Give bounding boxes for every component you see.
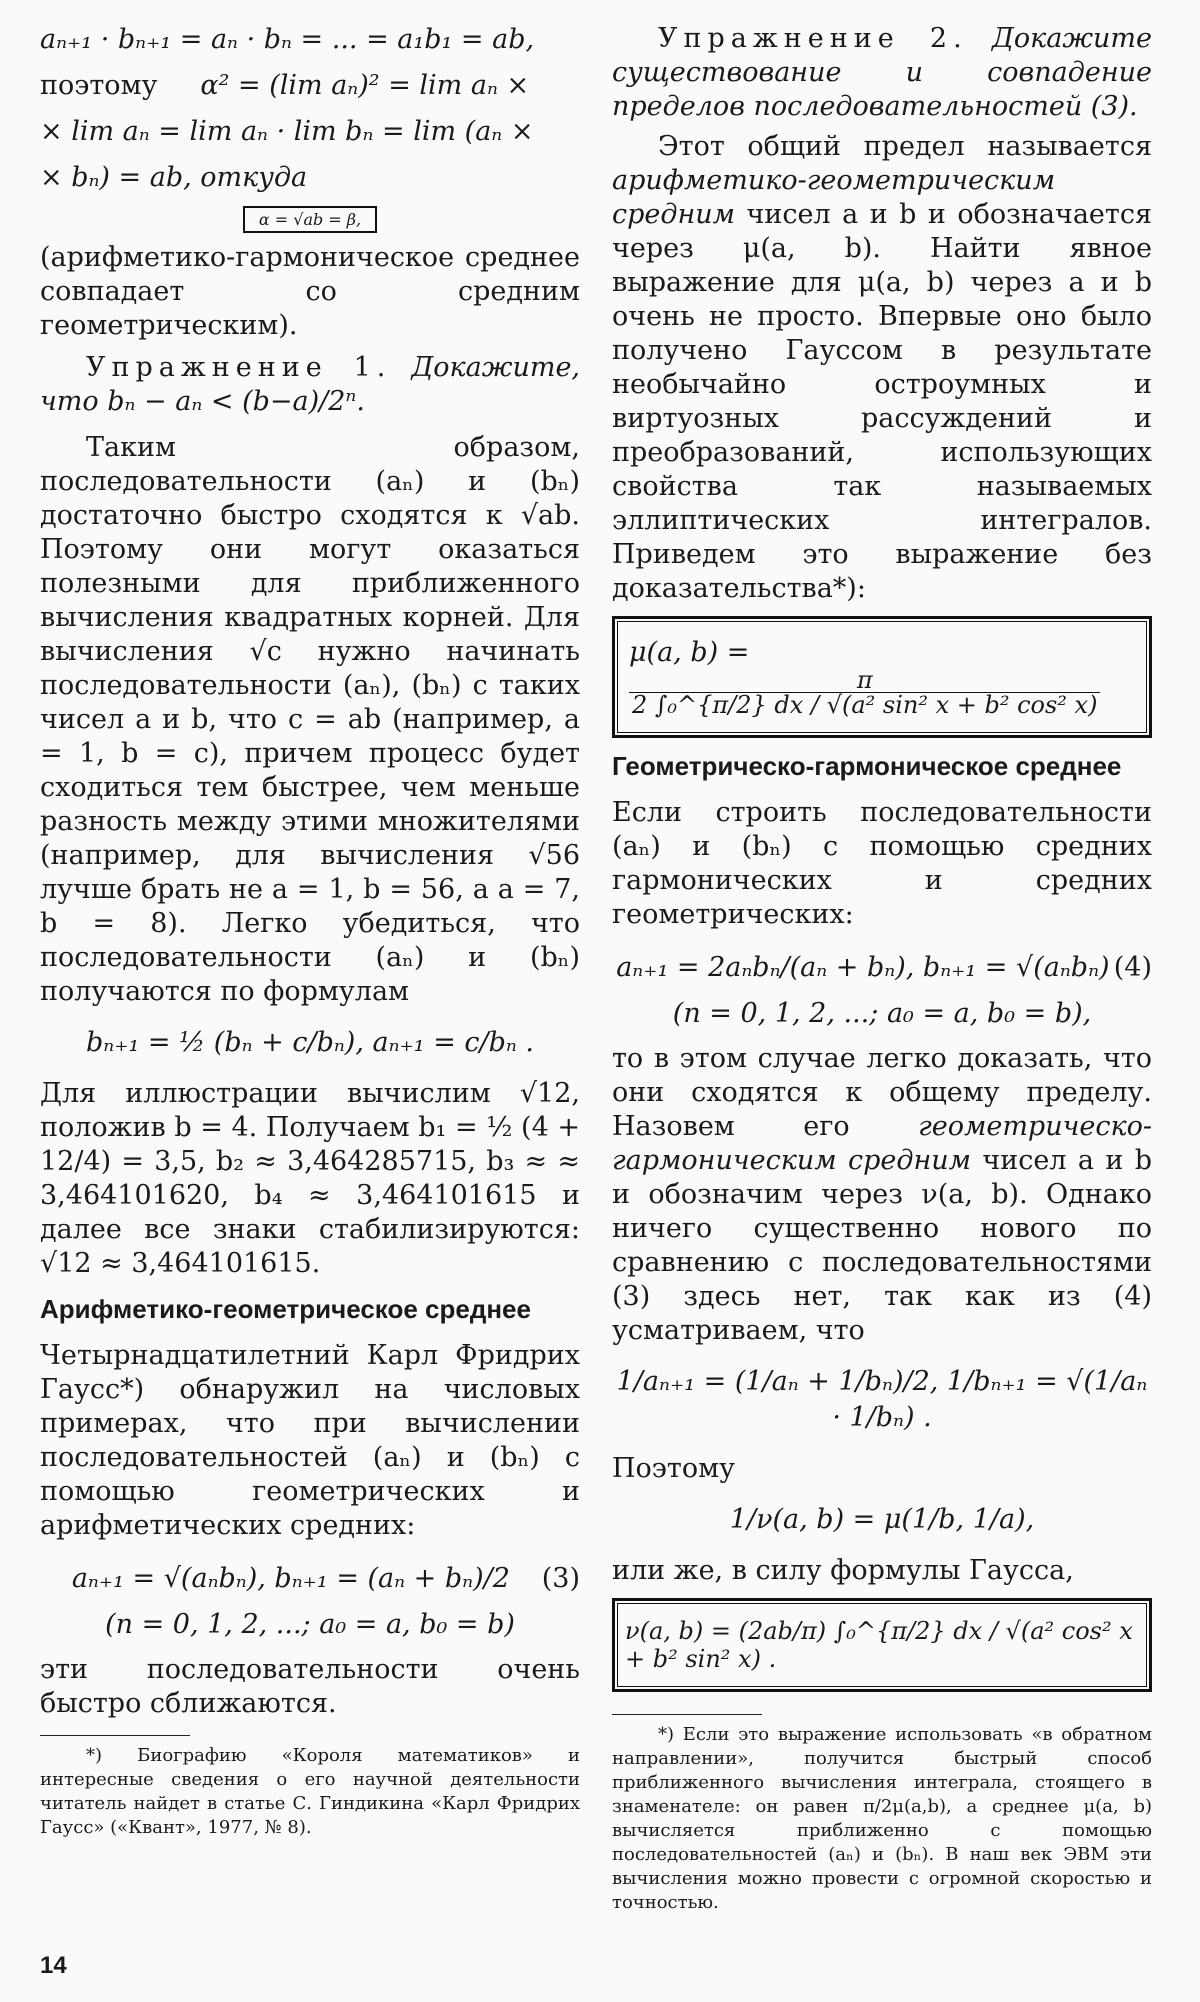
agm-term: арифметико-геометрическим средним [612,165,1056,230]
formula-limit-3: × bₙ) = ab, откуда [40,162,308,193]
left-column [40,22,580,1840]
boxed-formula-mu [612,616,1152,738]
formula-product: aₙ₊₁ · bₙ₊₁ = aₙ · bₙ = ... = a₁b₁ = ab, [40,24,535,55]
formula-3-conditions: (n = 0, 1, 2, ...; a₀ = a, b₀ = b) [105,1609,515,1640]
exercise-2-label: Упражнение 2. [658,23,968,54]
equation-number-4: (4) [1113,952,1152,983]
heading-geom-harm: Геометрическо-гармоническое среднее [612,751,1122,781]
mu-numerator: π [629,668,1100,693]
right-column [612,22,1152,1915]
formula-reciprocals: 1/aₙ₊₁ = (1/aₙ + 1/bₙ)/2, 1/bₙ₊₁ = √(1/aₙ · 1/bₙ) . [616,1366,1148,1433]
formula-lead-word: поэтому [40,70,158,101]
boxed-formula-alpha: α = √ab = β, [243,206,377,233]
paragraph-gauss-formula: или же, в силу формулы Гаусса, [612,1555,1074,1586]
page-number: 14 [40,1952,67,1979]
mu-lhs: μ(a, b) = [629,637,750,668]
formula-nu-mu: 1/ν(a, b) = μ(1/b, 1/a), [729,1504,1035,1535]
exercise-1-text: Докажите, что bₙ − aₙ < (b−a)/2ⁿ. [40,352,580,417]
paragraph-means-coincide: (арифметико-гармоническое среднее совпадает со средним геометрическим). [40,242,580,341]
equation-number-3: (3) [541,1563,580,1594]
agm-text-end: чисел a и b и обозначается через μ(a, b). Найти явное выражение для μ(a, b) через a и b очень не просто. Впервые оно было получено Гауссом в результате необычайно остроумных и виртуозных рассуждений и преобразований, использующих свойства так называемых эллиптических интегралов. Приведем это выражение без доказательства*): [612,199,1152,604]
heading-arith-geom: Арифметико-геометрическое среднее [40,1294,531,1324]
paragraph-agm-definition [612,130,1152,606]
formula-4-expr: aₙ₊₁ = 2aₙbₙ/(aₙ + bₙ), bₙ₊₁ = √(aₙbₙ) [616,952,1110,983]
gh-term: геометрическо-гармоническим средним [612,1111,1152,1176]
exercise-1-label: Упражнение 1. [86,352,392,383]
footnote-rule [40,1735,190,1736]
formula-limit-2: × lim aₙ = lim aₙ · lim bₙ = lim (aₙ × [40,116,534,147]
footnote-left: *) Биографию «Короля математиков» и интересные сведения о его научной деятельности читатель найдет в статье С. Гиндикина «Карл Фридрих Гаусс» («Квант», 1977, № 8). [40,1745,580,1838]
boxed-formula-nu: ν(a, b) = (2ab/π) ∫₀^{π/2} dx / √(a² cos² x + b² sin² x) . [612,1598,1152,1692]
formula-4-conditions: (n = 0, 1, 2, ...; a₀ = a, b₀ = b), [672,998,1092,1029]
formula-3-expr: aₙ₊₁ = √(aₙbₙ), bₙ₊₁ = (aₙ + bₙ)/2 [71,1563,510,1594]
mu-fraction [629,668,1100,717]
formula-limit-1 [40,68,580,104]
agm-text-start: Этот общий предел называется [658,131,1152,162]
footnote-right: *) Если это выражение использовать «в обратном направлении», получится быстрый способ приближенного вычисления интеграла, стоящего в знаменателе: он равен π/2μ(a,b), а среднее μ(a, b) вычисляется приближенно с помощью последовательностей (aₙ) и (bₙ). В наш век ЭВМ эти вычисления можно провести с огромной скоростью и точностью. [612,1724,1152,1913]
paragraph-illustration: Для иллюстрации вычислим √12, положив b = 4. Получаем b₁ = ½ (4 + 12/4) = 3,5, b₂ ≈ 3,464285715, b₃ ≈ ≈ 3,464101620, b₄ ≈ 3,464101615 и далее все знаки стабилизируются: √12 ≈ 3,464101615. [40,1078,580,1279]
gh-text-end: чисел a и b и обозначим через ν(a, b). Однако ничего существенно нового по сравнению с последовательностями (3) здесь нет, так как из (4) усматриваем, что [612,1145,1152,1346]
paragraph-harmonic: Если строить последовательности (aₙ) и (bₙ) с помощью средних гармонических и средних геометрических: [612,797,1152,930]
mu-denominator: 2 ∫₀^{π/2} dx / √(a² sin² x + b² cos² x) [632,691,1098,719]
paragraph-gh-definition [612,1042,1152,1348]
formula-4 [612,950,1152,986]
footnote-rule-right [612,1714,762,1715]
paragraph-sqrt-approx: Таким образом, последовательности (aₙ) и (bₙ) достаточно быстро сходятся к √ab. Поэтому они могут оказаться полезными для приближенного вычисления квадратных корней. Для вычисления √c нужно начинать последовательности (aₙ), (bₙ) с таких чисел a и b, что c = ab (например, a = 1, b = c), причем процесс будет сходиться тем быстрее, чем меньше разность между этими множителями (например, для вычисления √56 лучше брать не a = 1, b = 56, а a = 7, b = 8). Легко убедиться, что последовательности (aₙ) и (bₙ) получаются по формулам [40,432,580,1007]
exercise-2-text: Докажите существование и совпадение пределов последовательностей (3). [612,23,1152,122]
gh-text-start: то в этом случае легко доказать, что они сходятся к общему пределу. Назовем его [612,1043,1152,1142]
paragraph-therefore: Поэтому [612,1453,736,1484]
paragraph-converge: эти последовательности очень быстро сближаются. [40,1654,580,1719]
formula-limit-1-expr: α² = (lim aₙ)² = lim aₙ × [200,70,530,101]
formula-3 [40,1561,580,1597]
paragraph-gauss: Четырнадцатилетний Карл Фридрих Гаусс*) обнаружил на числовых примерах, что при вычислении последовательностей (aₙ) и (bₙ) с помощью геометрических и арифметических средних: [40,1340,580,1541]
exercise-2 [612,22,1152,124]
formula-recurrence: bₙ₊₁ = ½ (bₙ + c/bₙ), aₙ₊₁ = c/bₙ . [85,1027,535,1058]
exercise-1 [40,351,580,419]
